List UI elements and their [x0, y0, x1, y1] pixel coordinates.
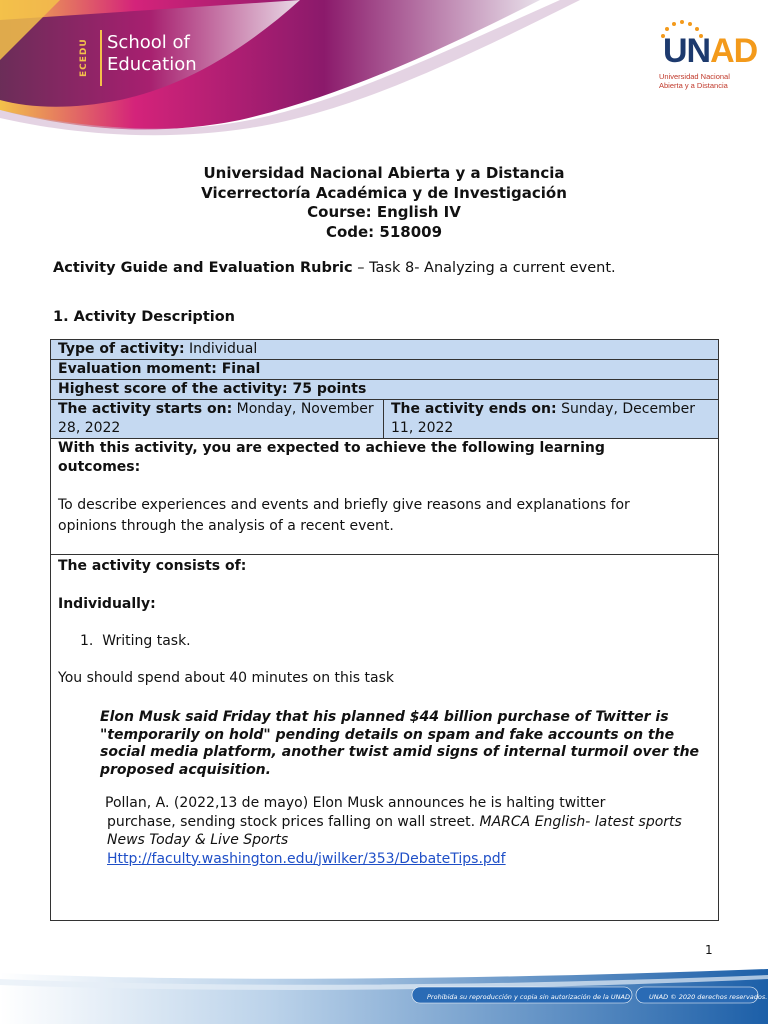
start-date-cell — [51, 400, 384, 438]
news-quote: Elon Musk said Friday that his planned $44 billion purchase of Twitter is "temporarily on hold" pending details on spam and fake accounts on the social media platform, another twist amid signs of internal turmoil over the proposed acquisition. — [100, 709, 700, 778]
logo-sub-line2: Abierta y a Distancia — [659, 81, 728, 90]
starts-value: Monday, November 28, 2022 — [58, 401, 374, 436]
title-course: Course: English IV — [307, 203, 461, 221]
score-text: Highest score of the activity: 75 points — [58, 381, 367, 397]
outcomes-heading: With this activity, you are expected to achieve the following learning outcomes: — [58, 440, 605, 475]
starts-label: The activity starts on: — [58, 401, 233, 417]
ref-line1: Pollan, A. (2022,13 de mayo) Elon Musk announces he is halting twitter — [105, 795, 606, 811]
title-code: Code: 518009 — [325, 222, 443, 241]
page-number: 1 — [705, 943, 713, 957]
task-list-item — [58, 632, 711, 651]
row-dates — [51, 400, 718, 439]
ref-line2: purchase, sending stock prices falling on wall street. — [107, 813, 476, 830]
outcomes-text: To describe experiences and events and briefly give reasons and explanations for opinions through the analysis of a recent event. — [58, 497, 630, 534]
title-vicerrectoria: Vicerrectoría Académica y de Investigación — [201, 183, 567, 202]
row-type — [51, 340, 718, 360]
row-consists — [51, 557, 718, 920]
type-value: Individual — [184, 341, 258, 357]
logo-wordmark — [663, 32, 757, 71]
ref-line2-wrap — [105, 813, 695, 850]
consists-heading: The activity consists of: — [58, 558, 247, 574]
school-of-education-logo — [107, 32, 197, 76]
footer-notice: Prohibida su reproducción y copia sin autorización de la UNAD. — [427, 993, 633, 1001]
task-item-text: Writing task. — [102, 633, 191, 649]
debate-tips-link[interactable]: Http://faculty.washington.edu/jwilker/353/DebateTips.pdf — [107, 850, 506, 867]
list-number: 1. — [80, 633, 103, 649]
school-line2: Education — [107, 54, 197, 75]
type-label: Type of activity: — [58, 341, 185, 357]
logo-accent: AD — [710, 32, 758, 70]
individually-label: Individually: — [58, 596, 156, 612]
page-header — [0, 0, 768, 140]
school-divider — [100, 30, 102, 86]
title-university: Universidad Nacional Abierta y a Distancia — [203, 164, 565, 182]
ref-italic: MARCA English- latest sports News Today & Live Sports — [107, 813, 682, 848]
school-line1: School of — [107, 32, 190, 53]
ecedu-label: ECEDU — [79, 38, 89, 78]
footer-copyright: UNAD © 2020 derechos reservados. — [649, 993, 768, 1001]
guide-bold: Activity Guide and Evaluation Rubric — [53, 260, 353, 276]
moment-text: Evaluation moment: Final — [58, 361, 261, 377]
guide-rest: – Task 8- Analyzing a current event. — [352, 260, 616, 276]
ends-value: Sunday, December 11, 2022 — [391, 401, 695, 436]
end-date-cell — [384, 400, 718, 438]
logo-subtitle — [659, 72, 730, 90]
logo-sub-line1: Universidad Nacional — [659, 72, 730, 81]
row-moment — [51, 360, 718, 380]
section-heading: 1. Activity Description — [53, 309, 236, 325]
row-score — [51, 380, 718, 400]
unad-logo — [655, 20, 758, 90]
reference — [105, 794, 695, 868]
ends-label: The activity ends on: — [391, 401, 557, 417]
ref-link-wrap — [105, 850, 695, 869]
row-outcomes — [51, 439, 718, 555]
time-note: You should spend about 40 minutes on this task — [58, 670, 394, 686]
guide-heading — [53, 260, 616, 276]
activity-table — [50, 339, 719, 921]
logo-main: UN — [663, 32, 711, 70]
document-title — [0, 164, 768, 242]
